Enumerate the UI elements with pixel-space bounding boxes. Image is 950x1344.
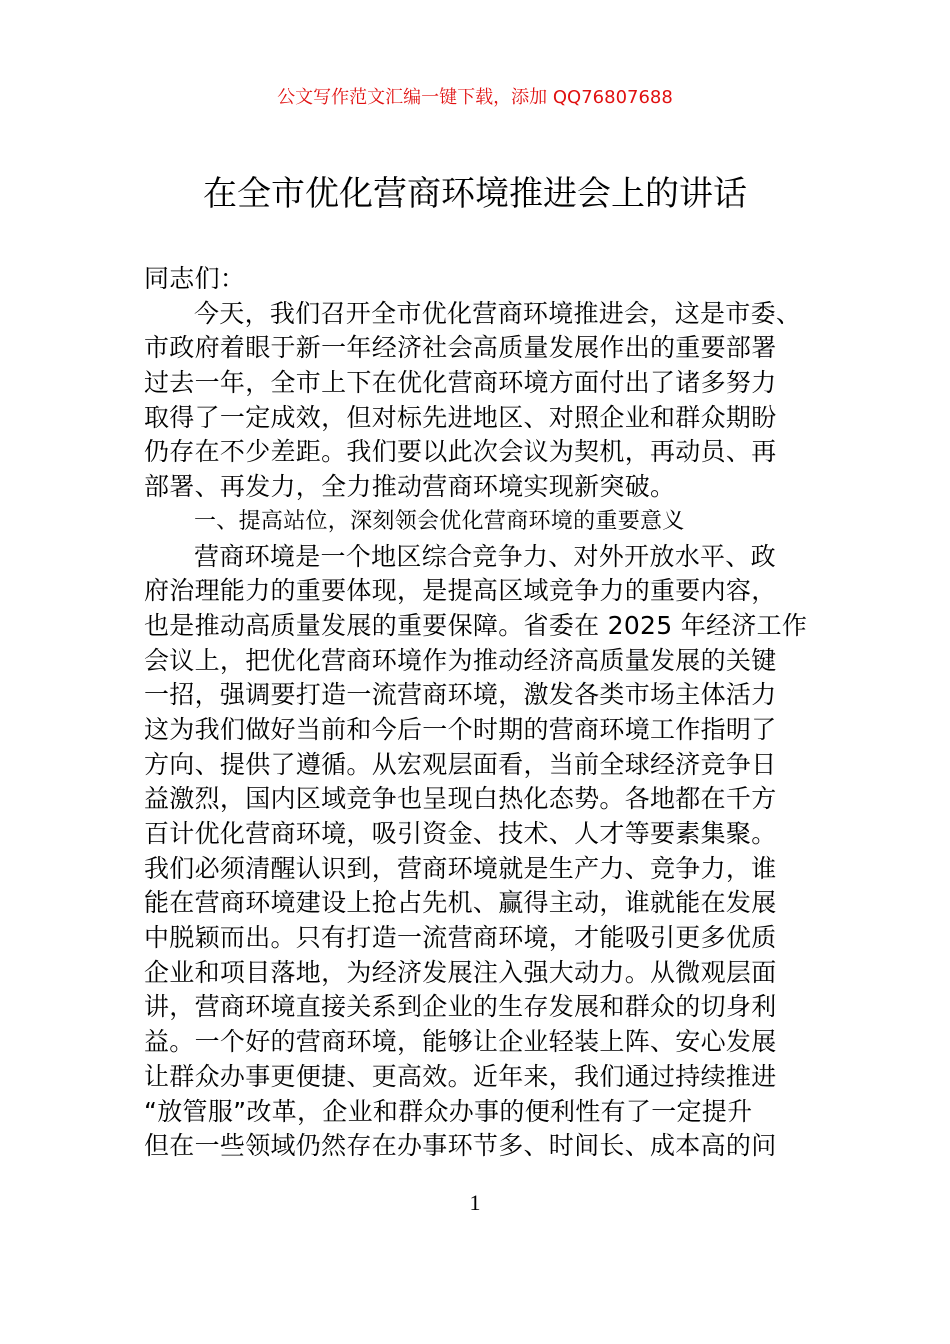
text-line: 营商环境是一个地区综合竞争力、对外开放水平、政 [194, 541, 776, 571]
text-line: 讲，营商环境直接关系到企业的生存发展和群众的切身利 [144, 992, 777, 1022]
text-line: 同志们： [144, 264, 246, 293]
text-line: 会议上，把优化营商环境作为推动经济高质量发展的关键 [144, 645, 777, 675]
text-line: “放管服”改革，企业和群众办事的便利性有了一定提升 [144, 1096, 753, 1126]
text-line: 取得了一定成效，但对标先进地区、对照企业和群众期盼 [144, 402, 777, 432]
text-line: 百计优化营商环境，吸引资金、技术、人才等要素集聚。 [144, 819, 777, 848]
section-heading: 一、提高站位，深刻领会优化营商环境的重要意义 [194, 508, 685, 534]
text-line: 府治理能力的重要体现，是提高区域竞争力的重要内容， [144, 576, 777, 606]
text-line: 企业和项目落地，为经济发展注入强大动力。从微观层面 [144, 957, 777, 987]
text-line: 部署、再发力，全力推动营商环境实现新突破。 [144, 472, 676, 502]
text-line: 但在一些领域仍然存在办事环节多、时间长、成本高的问 [144, 1131, 777, 1161]
download-notice: 公文写作范文汇编一键下载，添加 QQ76807688 [277, 87, 673, 108]
text-line: 也是推动高质量发展的重要保障。省委在 2025 年经济工作 [144, 610, 808, 640]
text-line: 我们必须清醒认识到，营商环境就是生产力、竞争力，谁 [144, 853, 777, 883]
text-line: 能在营商环境建设上抢占先机、赢得主动，谁就能在发展 [144, 888, 777, 918]
text-line: 让群众办事更便捷、更高效。近年来，我们通过持续推进 [144, 1061, 777, 1091]
page-number: 1 [469, 1190, 481, 1215]
text-line: 益激烈，国内区域竞争也呈现白热化态势。各地都在千方 [144, 784, 777, 814]
text-line: 这为我们做好当前和今后一个时期的营商环境工作指明了 [144, 714, 777, 744]
text-line: 过去一年，全市上下在优化营商环境方面付出了诸多努力 [144, 368, 777, 398]
speech-body [144, 262, 810, 1164]
text-line: 今天，我们召开全市优化营商环境推进会，这是市委、 [194, 298, 802, 328]
text-line: 一招，强调要打造一流营商环境，激发各类市场主体活力 [144, 680, 777, 710]
text-line: 益。一个好的营商环境，能够让企业轻装上阵、安心发展 [144, 1027, 777, 1057]
text-line: 中脱颖而出。只有打造一流营商环境，才能吸引更多优质 [144, 923, 777, 953]
text-line: 方向、提供了遵循。从宏观层面看，当前全球经济竞争日 [144, 749, 777, 779]
text-line: 仍存在不少差距。我们要以此次会议为契机，再动员、再 [144, 437, 777, 467]
document-title: 在全市优化营商环境推进会上的讲话 [203, 174, 747, 214]
text-line: 市政府着眼于新一年经济社会高质量发展作出的重要部署 [144, 333, 777, 363]
